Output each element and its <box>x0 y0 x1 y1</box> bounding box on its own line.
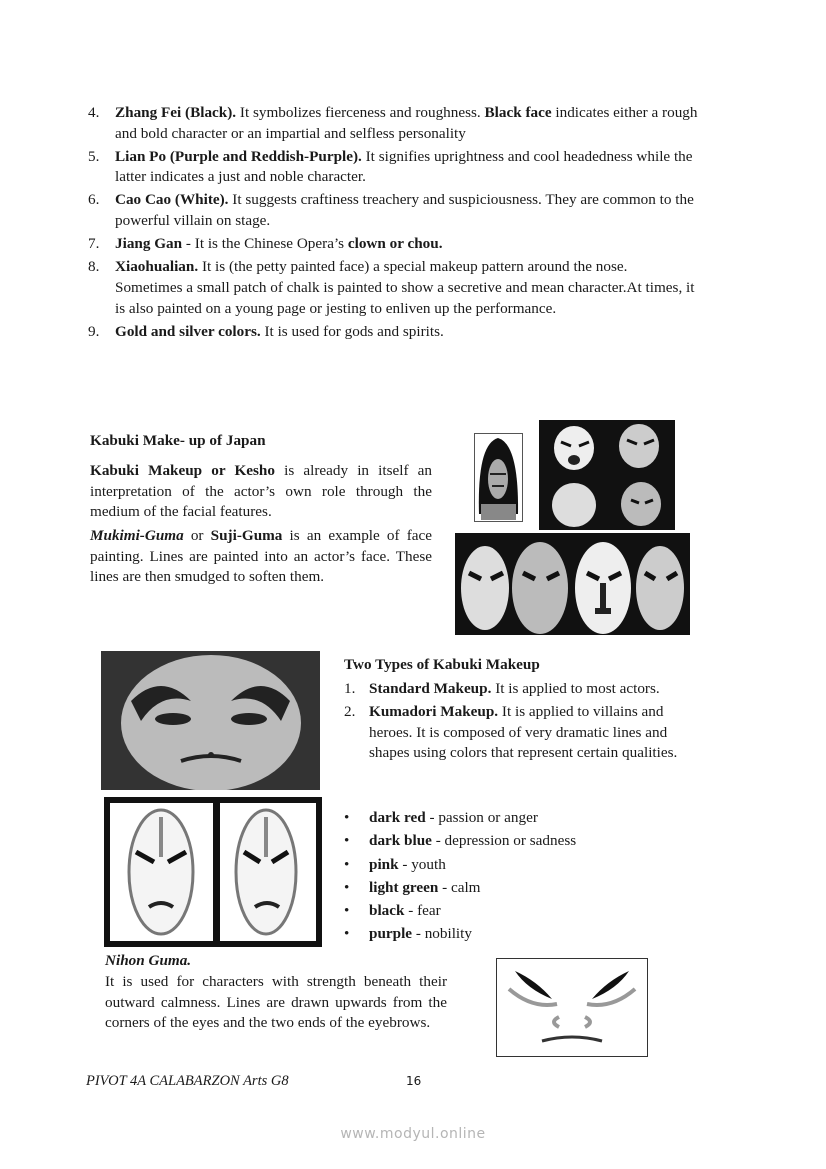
kabuki-faces-grid-image <box>539 420 675 530</box>
list-item: • pink - youth <box>344 855 446 873</box>
kabuki-paragraph-1: Kabuki Makeup or Kesho is already in itself an interpretation of the actor’s own role through the medium of the facial features. <box>90 462 432 521</box>
list-item: 7. Jiang Gan - It is the Chinese Opera’s clown or chou. <box>88 235 443 253</box>
list-item: 1. Standard Makeup. It is applied to most actors. <box>344 680 660 697</box>
nihon-guma-heading: Nihon Guma. <box>105 952 192 969</box>
list-item: 5. Lian Po (Purple and Reddish-Purple). It signifies uprightness and cool headedness while the latter indicates a just and noble character. <box>88 147 693 186</box>
page-number: 16 <box>406 1074 422 1088</box>
list-item: 4. Zhang Fei (Black). It symbolizes fierceness and roughness. Black face indicates either a rough and bold character or an impartial and selfless personality <box>88 104 698 142</box>
kabuki-actor-image <box>474 433 523 522</box>
standard-makeup-face-image <box>101 651 320 790</box>
list-item: • dark blue - depression or sadness <box>344 832 577 850</box>
list-item: 2. Kumadori Makeup. It is applied to villains and heroes. It is composed of very dramatic lines and shapes using colors that represent certain qualities. <box>344 703 678 762</box>
list-item: 6. Cao Cao (White). It suggests craftiness treachery and suspiciousness. They are common to the powerful villain on stage. <box>88 191 694 230</box>
types-list <box>344 679 696 766</box>
kabuki-masks-strip-image <box>455 533 690 635</box>
kumadori-masks-image <box>104 797 322 947</box>
nihon-guma-eyebrows-image <box>496 958 648 1057</box>
list-item: 9. Gold and silver colors. It is used for gods and spirits. <box>88 322 444 340</box>
kabuki-paragraph-2: Mukimi-Guma or Suji-Guma is an example of face painting. Lines are painted into an actor’s face. These lines are then smudged to soften them. <box>90 527 433 586</box>
list-item: 8. Xiaohualian. It is (the petty painted face) a special makeup pattern around the nose. Sometimes a small patch of chalk is painted to show a secretive and mean character.At times, it is also painted on a young page or jesting to enliven up the performance. <box>88 258 695 317</box>
list-item: • dark red - passion or anger <box>344 809 538 826</box>
list-item: • purple - nobility <box>344 925 472 943</box>
list-item: • black - fear <box>344 902 441 920</box>
chinese-color-list <box>88 103 698 345</box>
kabuki-heading: Kabuki Make- up of Japan <box>90 432 266 449</box>
list-item: • light green - calm <box>344 878 481 896</box>
watermark-url: www.modyul.online <box>340 1126 486 1142</box>
types-heading: Two Types of Kabuki Makeup <box>344 656 540 673</box>
footer-title: PIVOT 4A CALABARZON Arts G8 <box>86 1073 289 1089</box>
nihon-guma-paragraph: It is used for characters with strength beneath their outward calmness. Lines are drawn upwards from the corners of the eyes and the two ends of the eyebrows. <box>105 973 447 1032</box>
color-meaning-list <box>344 808 696 948</box>
